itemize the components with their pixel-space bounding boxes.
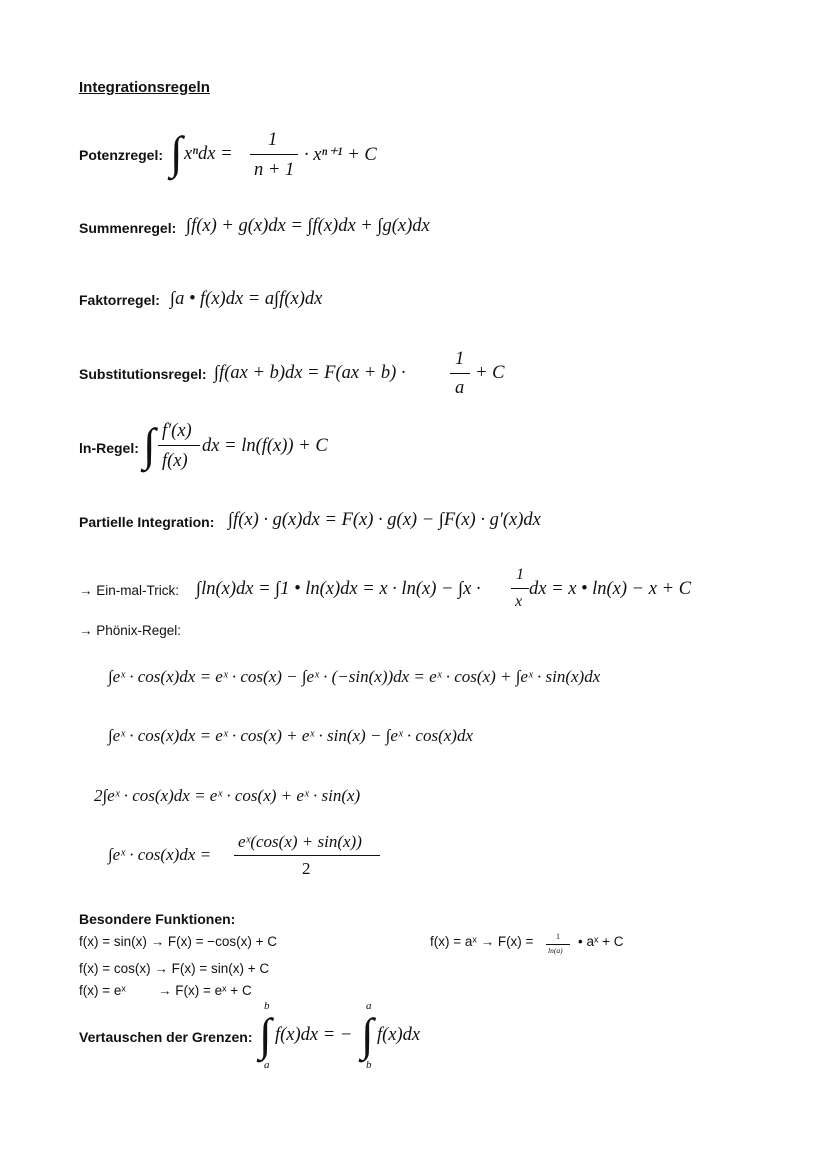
substitutionsregel-label: Substitutionsregel:: [79, 366, 207, 382]
ln-regel-label: ln-Regel:: [79, 440, 139, 456]
exp-rule-f: f(x) = eˣ: [79, 983, 126, 998]
substitutionsregel-tail: + C: [475, 363, 505, 383]
potenzregel-numerator: 1: [268, 130, 278, 150]
integral-sign: ∫: [259, 1009, 272, 1060]
fraction-bar: [546, 944, 570, 945]
cos-rule: f(x) = cos(x) → F(x) = sin(x) + C: [79, 961, 270, 976]
fraction-bar: [511, 588, 529, 589]
ein-mal-trick-denominator: x: [515, 593, 523, 610]
integral-sign: ∫: [143, 419, 156, 470]
lower-limit-1: a: [264, 1059, 270, 1071]
ein-mal-trick-label: → Ein-mal-Trick:: [79, 583, 179, 598]
ax-rule-lhs: f(x) = aˣ → F(x) =: [430, 934, 534, 949]
vertauschen-integrand-1: f(x)dx = −: [275, 1025, 353, 1045]
ein-mal-trick-tail: dx = x • ln(x) − x + C: [529, 579, 692, 599]
ein-mal-trick-lhs: ∫ln(x)dx = ∫1 • ln(x)dx = x · ln(x) − ∫x ·: [196, 579, 481, 599]
ln-regel-denominator: f(x): [162, 451, 188, 471]
exp-rule-F: → F(x) = eˣ + C: [158, 983, 252, 998]
integral-sign: ∫: [170, 127, 183, 178]
phoenix-line-2: ∫eˣ · cos(x)dx = eˣ · cos(x) + eˣ · sin(x) − ∫eˣ · cos(x)dx: [108, 726, 473, 745]
ax-rule-numerator: 1: [556, 932, 560, 941]
potenzregel-label: Potenzregel:: [79, 147, 164, 163]
potenzregel-denominator: n + 1: [254, 160, 295, 180]
phoenix-line-3: 2∫eˣ · cos(x)dx = eˣ · cos(x) + eˣ · sin(x): [94, 786, 361, 805]
phoenix-line-4-lhs: ∫eˣ · cos(x)dx =: [108, 845, 212, 864]
integral-sign: ∫: [361, 1009, 374, 1060]
faktorregel-label: Faktorregel:: [79, 292, 160, 308]
ein-mal-trick-numerator: 1: [516, 566, 524, 583]
partielle-integration-formula: ∫f(x) · g(x)dx = F(x) · g(x) − ∫F(x) · g′(x)dx: [228, 510, 541, 530]
upper-limit-1: b: [264, 1000, 270, 1012]
fraction-bar: [158, 445, 200, 446]
substitutionsregel-numerator: 1: [455, 349, 465, 369]
potenzregel-tail: · xⁿ⁺¹ + C: [304, 145, 377, 165]
vertauschen-label: Vertauschen der Grenzen:: [79, 1029, 253, 1045]
potenzregel-integrand: xⁿdx =: [184, 144, 233, 164]
phoenix-line-4-numerator: eˣ(cos(x) + sin(x)): [238, 832, 362, 851]
ln-regel-numerator: f′(x): [162, 421, 192, 441]
ax-rule-denominator: ln(a): [548, 946, 563, 955]
summenregel-label: Summenregel:: [79, 220, 177, 236]
page-title: Integrationsregeln: [79, 79, 210, 96]
lower-limit-2: b: [366, 1059, 372, 1071]
vertauschen-integrand-2: f(x)dx: [377, 1025, 421, 1045]
substitutionsregel-denominator: a: [455, 378, 465, 398]
phoenix-line-1: ∫eˣ · cos(x)dx = eˣ · cos(x) − ∫eˣ · (−sin(x))dx = eˣ · cos(x) + ∫eˣ · sin(x)dx: [108, 667, 601, 686]
fraction-bar: [234, 855, 380, 856]
fraction-bar: [250, 154, 298, 155]
ax-rule-tail: • aˣ + C: [578, 934, 624, 949]
fraction-bar: [450, 373, 470, 374]
phoenix-regel-label: → Phönix-Regel:: [79, 623, 182, 638]
partielle-integration-label: Partielle Integration:: [79, 514, 215, 530]
besondere-funktionen-heading: Besondere Funktionen:: [79, 911, 236, 927]
phoenix-line-4-denominator: 2: [302, 859, 311, 878]
faktorregel-formula: ∫a • f(x)dx = a∫f(x)dx: [170, 289, 323, 309]
sin-rule: f(x) = sin(x) → F(x) = −cos(x) + C: [79, 934, 278, 949]
summenregel-formula: ∫f(x) + g(x)dx = ∫f(x)dx + ∫g(x)dx: [186, 216, 430, 236]
upper-limit-2: a: [366, 1000, 372, 1012]
substitutionsregel-lhs: ∫f(ax + b)dx = F(ax + b) ·: [214, 363, 406, 383]
ln-regel-tail: dx = ln(f(x)) + C: [202, 436, 328, 456]
